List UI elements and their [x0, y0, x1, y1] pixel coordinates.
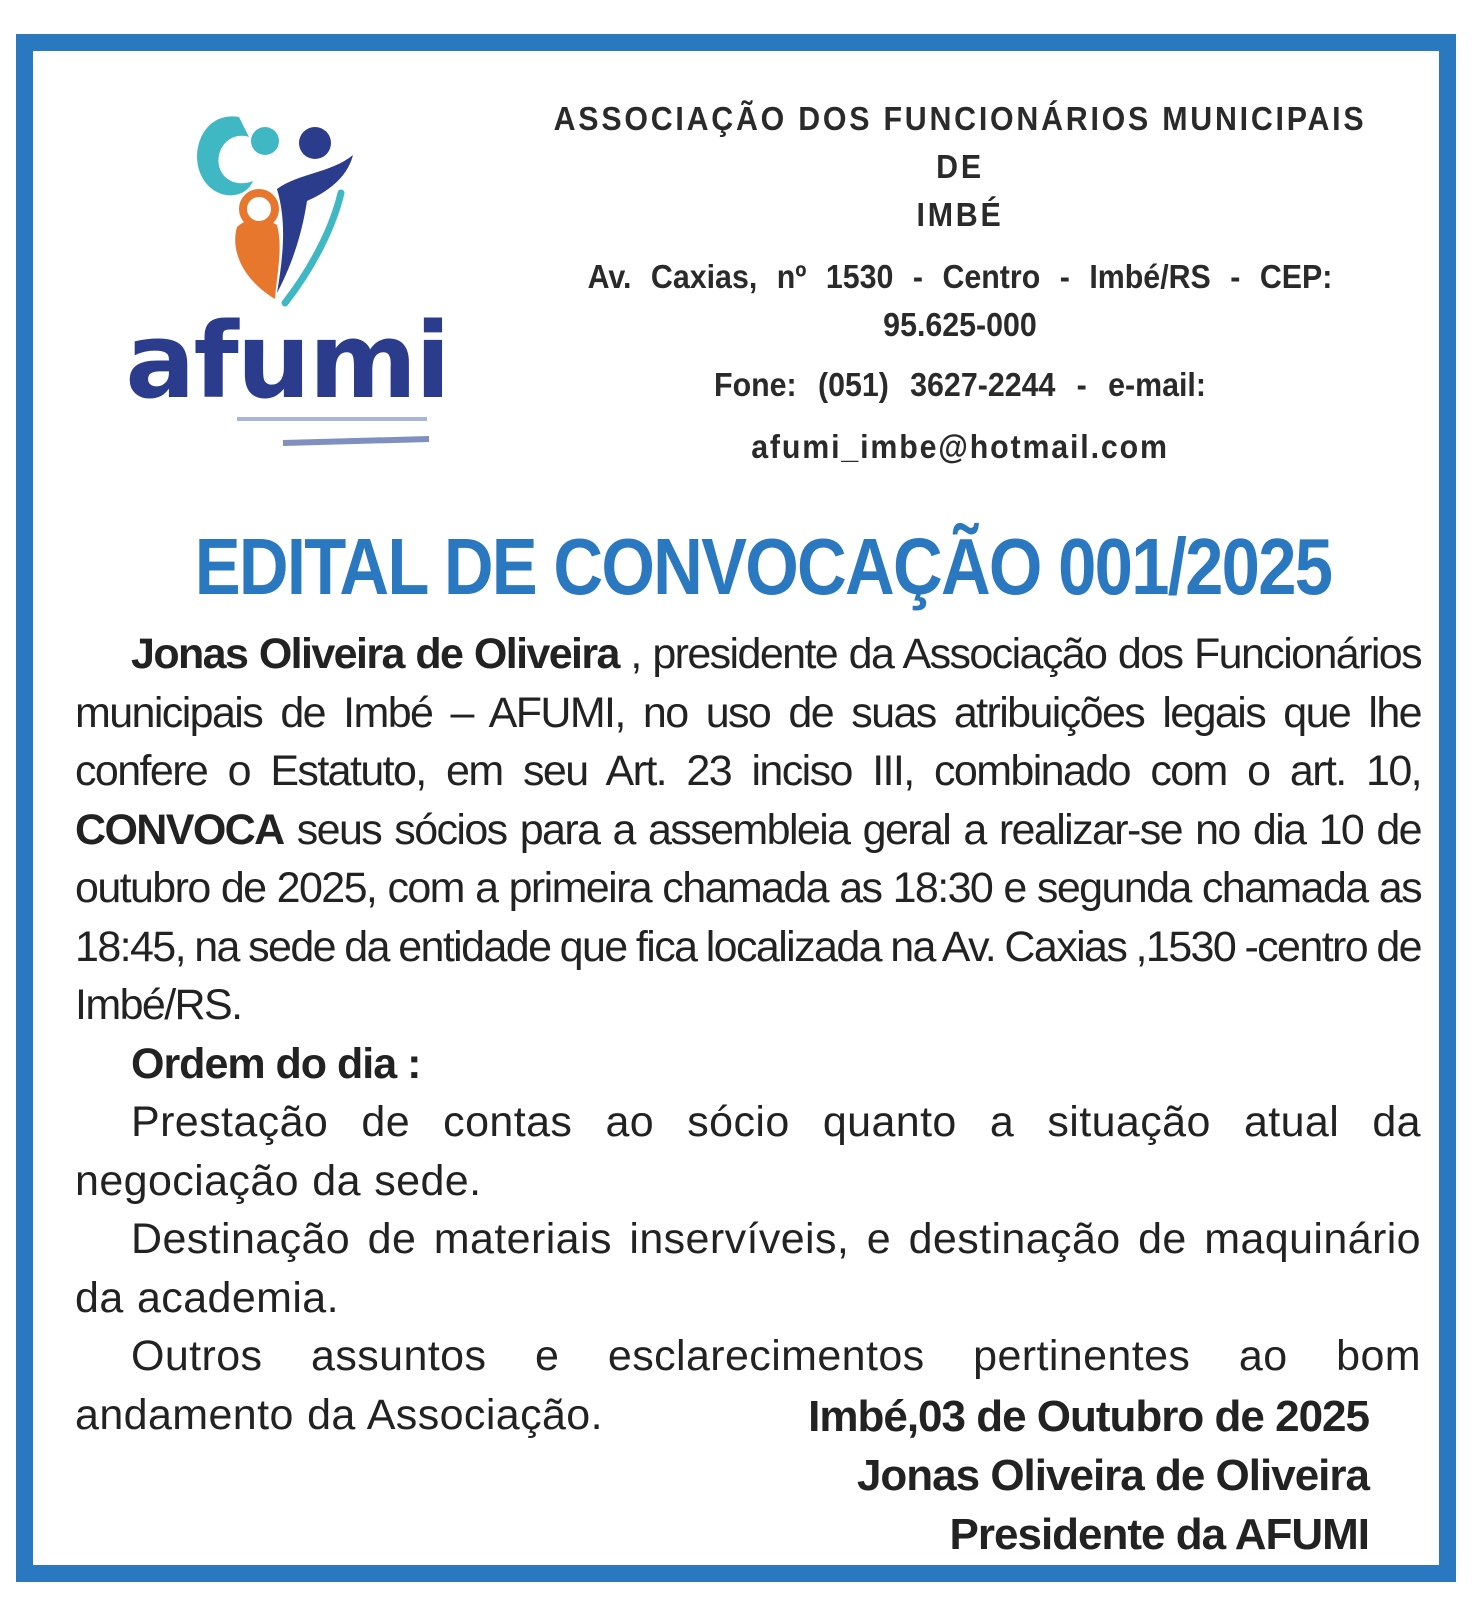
logo-wordmark: afumi — [127, 300, 447, 422]
document-frame — [16, 34, 1456, 1582]
signatory-role: Presidente da AFUMI — [949, 1510, 1369, 1559]
organization-name: ASSOCIAÇÃO DOS FUNCIONÁRIOS MUNICIPAIS DE IMBÉ — [553, 100, 1367, 233]
agenda-heading: Ordem do dia : — [131, 1039, 421, 1088]
signatory-name: Jonas Oliveira de Oliveira — [856, 1451, 1369, 1500]
address: Av. Caxias, nº 1530 - Centro - Imbé/RS - CEP: 95.625-000 — [587, 258, 1333, 343]
signature-block — [808, 1387, 1369, 1564]
email-link[interactable]: afumi_imbe@hotmail.com — [751, 428, 1169, 465]
afumi-logo-icon — [127, 97, 447, 457]
document-title: EDITAL DE CONVOCAÇÃO 001/2025 — [194, 522, 1332, 611]
president-name: Jonas Oliveira de Oliveira — [131, 630, 619, 678]
convoca-keyword: CONVOCA — [75, 805, 284, 854]
agenda-item: Prestação de contas ao sócio quanto a situação atual da negociação da sede. — [75, 1098, 1421, 1205]
document-body — [75, 625, 1421, 1444]
phone-line: Fone: (051) 3627-2244 - e-mail: — [714, 366, 1206, 403]
agenda-item: Destinação de materiais inservíveis, e destinação de maquinário da academia. — [75, 1215, 1421, 1322]
agenda-item: Outros assuntos e esclarecimentos pertinentes ao bom andamento da Associação. — [75, 1332, 1421, 1439]
intro-paragraph: Jonas Oliveira de Oliveira , presidente da Associação dos Funcionários municipais de Imbé – AFUMI, no uso de suas atribuições legais que lhe confere o Estatuto, em seu Art. 23 inciso III, combinado com o art. 10, CONVOCA seus sócios para a assembleia geral a realizar-se no dia 10 de outubro de 2025, com a primeira chamada as 18:30 e segunda chamada as 18:45, na sede da entidade que fica localizada na Av. Caxias ,1530 -centro de Imbé/RS. — [75, 630, 1421, 1029]
organization-header — [511, 95, 1409, 471]
place-date: Imbé,03 de Outubro de 2025 — [808, 1392, 1369, 1441]
